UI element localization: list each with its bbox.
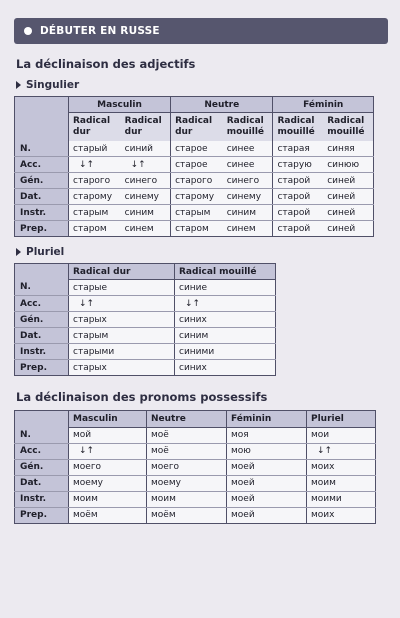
animacy-arrow-cell: ↓↑ [307, 443, 376, 459]
case-label: Acc. [15, 443, 69, 459]
group-head-feminin: Féminin [273, 97, 374, 113]
table-cell: старого [171, 173, 223, 189]
table-row [15, 360, 276, 376]
triangle-bullet-icon [16, 81, 21, 89]
table-cell: старой [273, 173, 323, 189]
table-cell: синюю [323, 157, 373, 173]
table-cell: моим [307, 475, 376, 491]
table-cell: мои [307, 427, 376, 443]
table-cell: моему [147, 475, 227, 491]
table-row [15, 328, 276, 344]
singular-label: Singulier [26, 79, 80, 91]
head-pluriel: Pluriel [307, 411, 376, 428]
case-label: Instr. [15, 344, 69, 360]
table-cell: синих [175, 312, 276, 328]
subhead-cell: Radical mouillé [323, 113, 373, 142]
chapter-title: DÉBUTER EN RUSSE [40, 25, 160, 37]
page [0, 18, 400, 618]
table-cell: синему [121, 189, 171, 205]
case-label: N. [15, 141, 69, 157]
table-cell: старую [273, 157, 323, 173]
table-row [15, 507, 376, 523]
triangle-bullet-icon [16, 248, 21, 256]
table-row [15, 427, 376, 443]
table-row [15, 296, 276, 312]
table-cell: старому [171, 189, 223, 205]
table-cell: синий [121, 141, 171, 157]
table-row [15, 189, 374, 205]
case-label: Gén. [15, 312, 69, 328]
case-label: Gén. [15, 459, 69, 475]
adjectives-section-title: La déclinaison des adjectifs [16, 57, 196, 71]
case-label: Instr. [15, 491, 69, 507]
table-row [15, 173, 374, 189]
table-cell: синим [223, 205, 273, 221]
table-cell: моих [307, 459, 376, 475]
case-label: Prep. [15, 507, 69, 523]
table-cell: моё [147, 443, 227, 459]
table-cell: синего [223, 173, 273, 189]
case-label: Dat. [15, 328, 69, 344]
table-cell: старом [171, 221, 223, 237]
table-cell: моей [227, 475, 307, 491]
table-cell: синих [175, 360, 276, 376]
table-row [15, 344, 276, 360]
table-cell: моим [69, 491, 147, 507]
table-cell: моей [227, 491, 307, 507]
corner-cell [15, 97, 69, 113]
subhead-cell: Radical dur [121, 113, 171, 142]
table-header-row [15, 97, 374, 113]
table-cell: старой [273, 221, 323, 237]
table-cell: старым [171, 205, 223, 221]
subhead-cell: Radical dur [69, 113, 121, 142]
table-cell: моя [227, 427, 307, 443]
case-label: Gén. [15, 173, 69, 189]
table-cell: синими [175, 344, 276, 360]
head-radical-dur: Radical dur [69, 264, 175, 280]
table-cell: синее [223, 157, 273, 173]
table-cell: моими [307, 491, 376, 507]
table-cell: старому [69, 189, 121, 205]
table-row [15, 312, 276, 328]
table-cell: старых [69, 360, 175, 376]
corner-cell [15, 264, 69, 280]
table-row [15, 443, 376, 459]
table-cell: моём [147, 507, 227, 523]
table-cell: синем [121, 221, 171, 237]
table-cell: моей [227, 507, 307, 523]
table-cell: моих [307, 507, 376, 523]
subhead-cell: Radical mouillé [273, 113, 323, 142]
possessive-pronoun-table [14, 410, 376, 524]
table-cell: моего [147, 459, 227, 475]
table-cell: мой [69, 427, 147, 443]
table-cell: синей [323, 189, 373, 205]
table-row [15, 280, 276, 296]
table-cell: мою [227, 443, 307, 459]
table-cell: старое [171, 141, 223, 157]
singular-subtitle [16, 79, 388, 91]
table-cell: моё [147, 427, 227, 443]
case-label: N. [15, 427, 69, 443]
plural-subtitle [16, 246, 388, 258]
table-cell: старыми [69, 344, 175, 360]
chapter-header [14, 18, 388, 44]
animacy-arrow-cell: ↓↑ [69, 443, 147, 459]
table-cell: синего [121, 173, 171, 189]
table-cell: старой [273, 205, 323, 221]
table-cell: синим [121, 205, 171, 221]
pronouns-section-title: La déclinaison des pronoms possessifs [16, 390, 268, 404]
animacy-arrow-cell: ↓↑ [69, 296, 175, 312]
table-cell: старое [171, 157, 223, 173]
table-header-row [15, 264, 276, 280]
case-label: Instr. [15, 205, 69, 221]
group-head-masculin: Masculin [69, 97, 171, 113]
table-subheader-row [15, 113, 374, 142]
singular-adjective-table [14, 96, 374, 237]
plural-adjective-table [14, 263, 276, 376]
table-cell: старых [69, 312, 175, 328]
table-cell: старая [273, 141, 323, 157]
table-row [15, 475, 376, 491]
corner-cell [15, 113, 69, 142]
table-row [15, 205, 374, 221]
case-label: Prep. [15, 360, 69, 376]
case-label: Dat. [15, 475, 69, 491]
head-masculin: Masculin [69, 411, 147, 428]
table-cell: старый [69, 141, 121, 157]
table-cell: старой [273, 189, 323, 205]
table-cell: синим [175, 328, 276, 344]
bullet-icon [24, 27, 32, 35]
table-cell: старым [69, 328, 175, 344]
singular-body [15, 141, 374, 237]
table-cell: старые [69, 280, 175, 296]
table-cell: моего [69, 459, 147, 475]
table-cell: моём [69, 507, 147, 523]
table-cell: синей [323, 221, 373, 237]
table-cell: моей [227, 459, 307, 475]
table-cell: старого [69, 173, 121, 189]
table-row [15, 157, 374, 173]
subhead-cell: Radical dur [171, 113, 223, 142]
plural-label: Pluriel [26, 246, 65, 258]
table-row [15, 141, 374, 157]
case-label: Prep. [15, 221, 69, 237]
subhead-cell: Radical mouillé [223, 113, 273, 142]
table-cell: синему [223, 189, 273, 205]
group-head-neutre: Neutre [171, 97, 273, 113]
head-neutre: Neutre [147, 411, 227, 428]
table-cell: синей [323, 205, 373, 221]
animacy-arrow-cell: ↓↑ [121, 157, 171, 173]
table-row [15, 221, 374, 237]
table-cell: старом [69, 221, 121, 237]
table-cell: синяя [323, 141, 373, 157]
case-label: Acc. [15, 157, 69, 173]
table-cell: синей [323, 173, 373, 189]
case-label: Acc. [15, 296, 69, 312]
table-row [15, 459, 376, 475]
table-cell: старым [69, 205, 121, 221]
case-label: N. [15, 280, 69, 296]
table-header-row [15, 411, 376, 428]
head-feminin: Féminin [227, 411, 307, 428]
table-cell: синие [175, 280, 276, 296]
corner-cell [15, 411, 69, 428]
table-cell: синее [223, 141, 273, 157]
table-row [15, 491, 376, 507]
animacy-arrow-cell: ↓↑ [175, 296, 276, 312]
animacy-arrow-cell: ↓↑ [69, 157, 121, 173]
head-radical-mouille: Radical mouillé [175, 264, 276, 280]
case-label: Dat. [15, 189, 69, 205]
table-cell: моему [69, 475, 147, 491]
table-cell: синем [223, 221, 273, 237]
table-cell: моим [147, 491, 227, 507]
